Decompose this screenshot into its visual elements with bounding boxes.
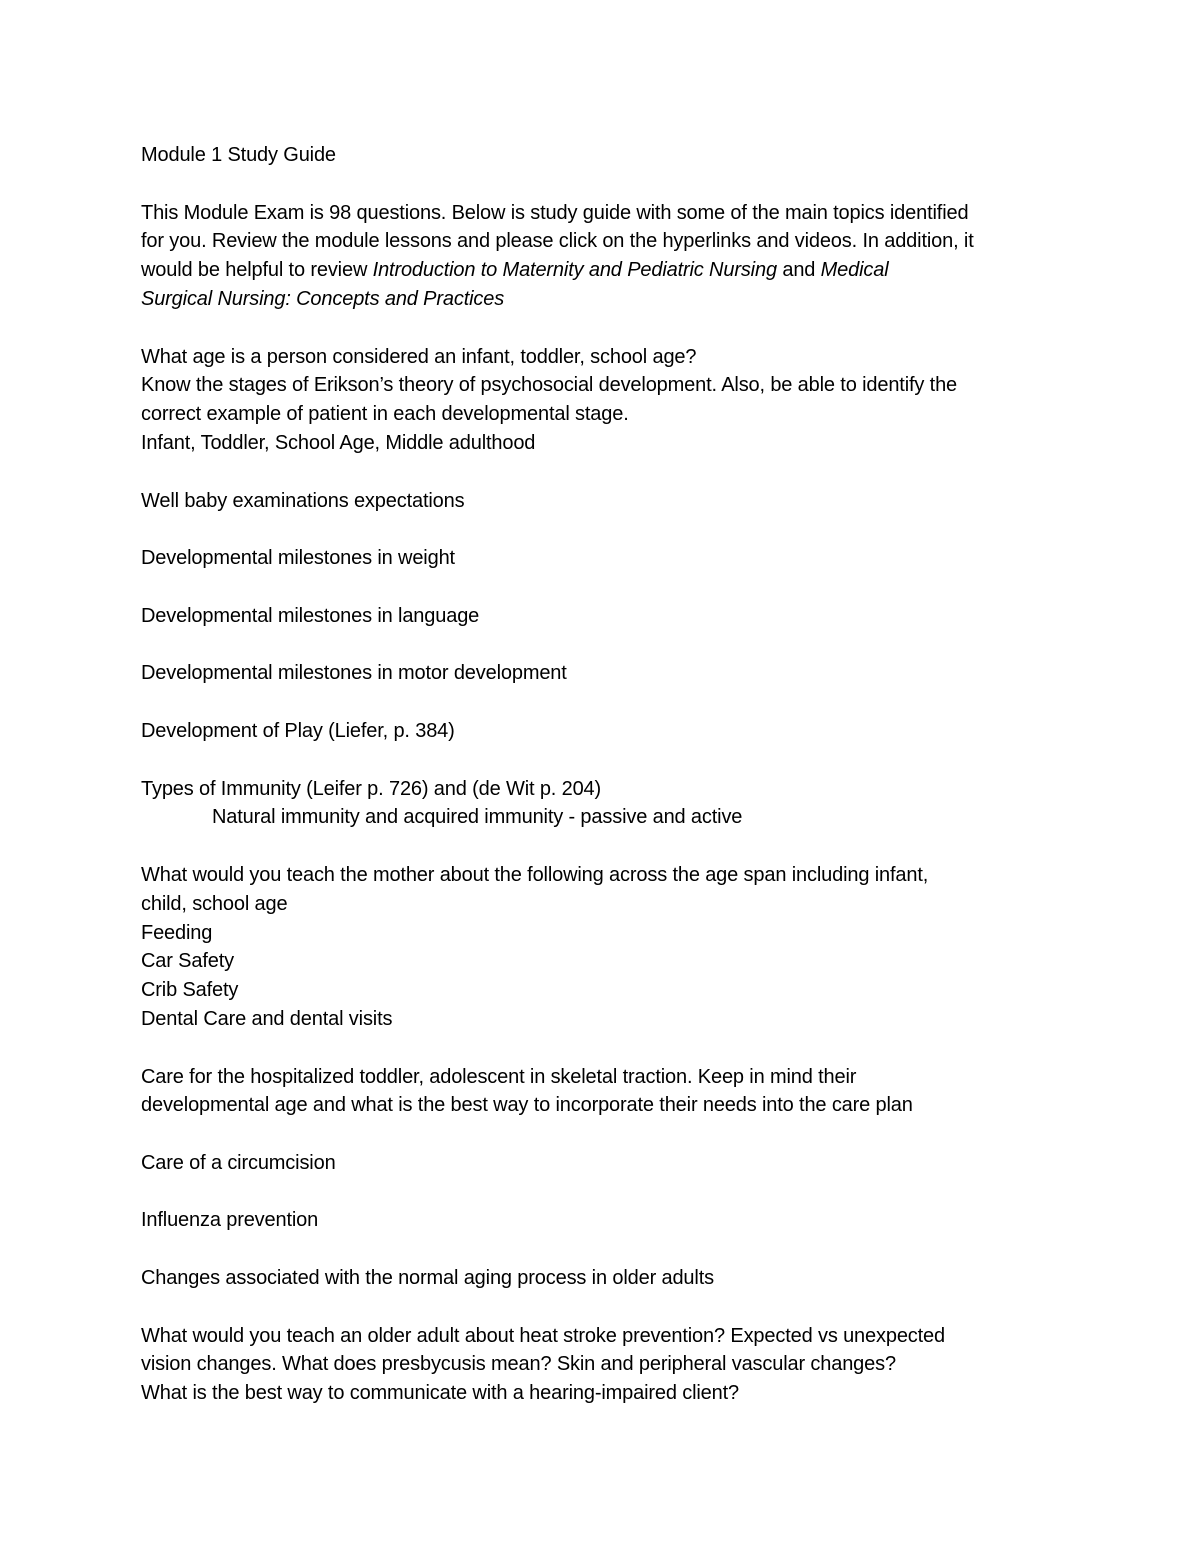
title-text: Module 1 Study Guide — [141, 144, 336, 166]
book-title-maternity: Introduction to Maternity and Pediatric Nursing — [372, 259, 777, 282]
teach-mother-item: Car Safety — [141, 950, 234, 973]
hospitalized-paragraph — [141, 1063, 1071, 1121]
hospitalized-line: Care for the hospitalized toddler, adolescent in skeletal traction. Keep in mind their — [141, 1065, 857, 1088]
intro-line — [141, 256, 1071, 285]
older-adult-line: vision changes. What does presbycusis mean? Skin and peripheral vascular changes? — [141, 1353, 896, 1376]
immunity-line: Types of Immunity (Leifer p. 726) and (de Wit p. 204) — [141, 777, 602, 800]
topic-text: Developmental milestones in language — [141, 604, 480, 627]
intro-line: This Module Exam is 98 questions. Below is study guide with some of the main topics identified — [141, 201, 969, 224]
older-adult-line: What is the best way to communicate with a hearing-impaired client? — [141, 1382, 740, 1405]
topic-weight — [141, 544, 1071, 573]
teach-mother-line: What would you teach the mother about the following across the age span including infant, — [141, 863, 929, 886]
topic-text: Care of a circumcision — [141, 1151, 336, 1174]
topic-language — [141, 602, 1071, 631]
teach-mother-line: child, school age — [141, 892, 288, 915]
book-title-medical-part1: Medical — [820, 259, 889, 282]
hospitalized-line: developmental age and what is the best way to incorporate their needs into the care plan — [141, 1094, 913, 1117]
teach-mother-item: Crib Safety — [141, 979, 239, 1002]
document-body — [141, 141, 1071, 1408]
intro-text: would be helpful to review — [141, 259, 373, 282]
immunity-paragraph — [141, 775, 1071, 833]
intro-line — [141, 285, 1071, 314]
topic-text: Well baby examinations expectations — [141, 489, 465, 512]
topic-text: Changes associated with the normal aging process in older adults — [141, 1267, 714, 1290]
topic-text: Development of Play (Liefer, p. 384) — [141, 719, 455, 742]
book-title-medical-part2: Surgical Nursing: Concepts and Practices — [141, 287, 505, 310]
teach-mother-paragraph — [141, 861, 1071, 1034]
intro-line: for you. Review the module lessons and please click on the hyperlinks and videos. In addition, it — [141, 230, 974, 253]
immunity-subline: Natural immunity and acquired immunity - passive and active — [212, 806, 743, 829]
ages-line: Know the stages of Erikson’s theory of psychosocial development. Also, be able to identify the — [141, 374, 958, 397]
topic-aging — [141, 1264, 1071, 1293]
older-adult-line: What would you teach an older adult about heat stroke prevention? Expected vs unexpected — [141, 1324, 945, 1347]
intro-and: and — [776, 259, 821, 282]
intro-paragraph — [141, 199, 1071, 314]
teach-mother-item: Feeding — [141, 921, 213, 944]
topic-motor — [141, 659, 1071, 688]
older-adult-paragraph — [141, 1322, 1071, 1408]
topic-influenza — [141, 1206, 1071, 1235]
teach-mother-item: Dental Care and dental visits — [141, 1007, 393, 1030]
topic-circumcision — [141, 1149, 1071, 1178]
ages-line: What age is a person considered an infant, toddler, school age? — [141, 345, 697, 368]
topic-text: Developmental milestones in motor development — [141, 662, 567, 685]
document-title — [141, 141, 1071, 170]
topic-well-baby — [141, 487, 1071, 516]
topic-play — [141, 717, 1071, 746]
ages-line: correct example of patient in each developmental stage. — [141, 403, 629, 426]
ages-paragraph — [141, 343, 1071, 458]
topic-text: Influenza prevention — [141, 1209, 319, 1232]
topic-text: Developmental milestones in weight — [141, 547, 455, 570]
ages-line: Infant, Toddler, School Age, Middle adulthood — [141, 431, 536, 454]
